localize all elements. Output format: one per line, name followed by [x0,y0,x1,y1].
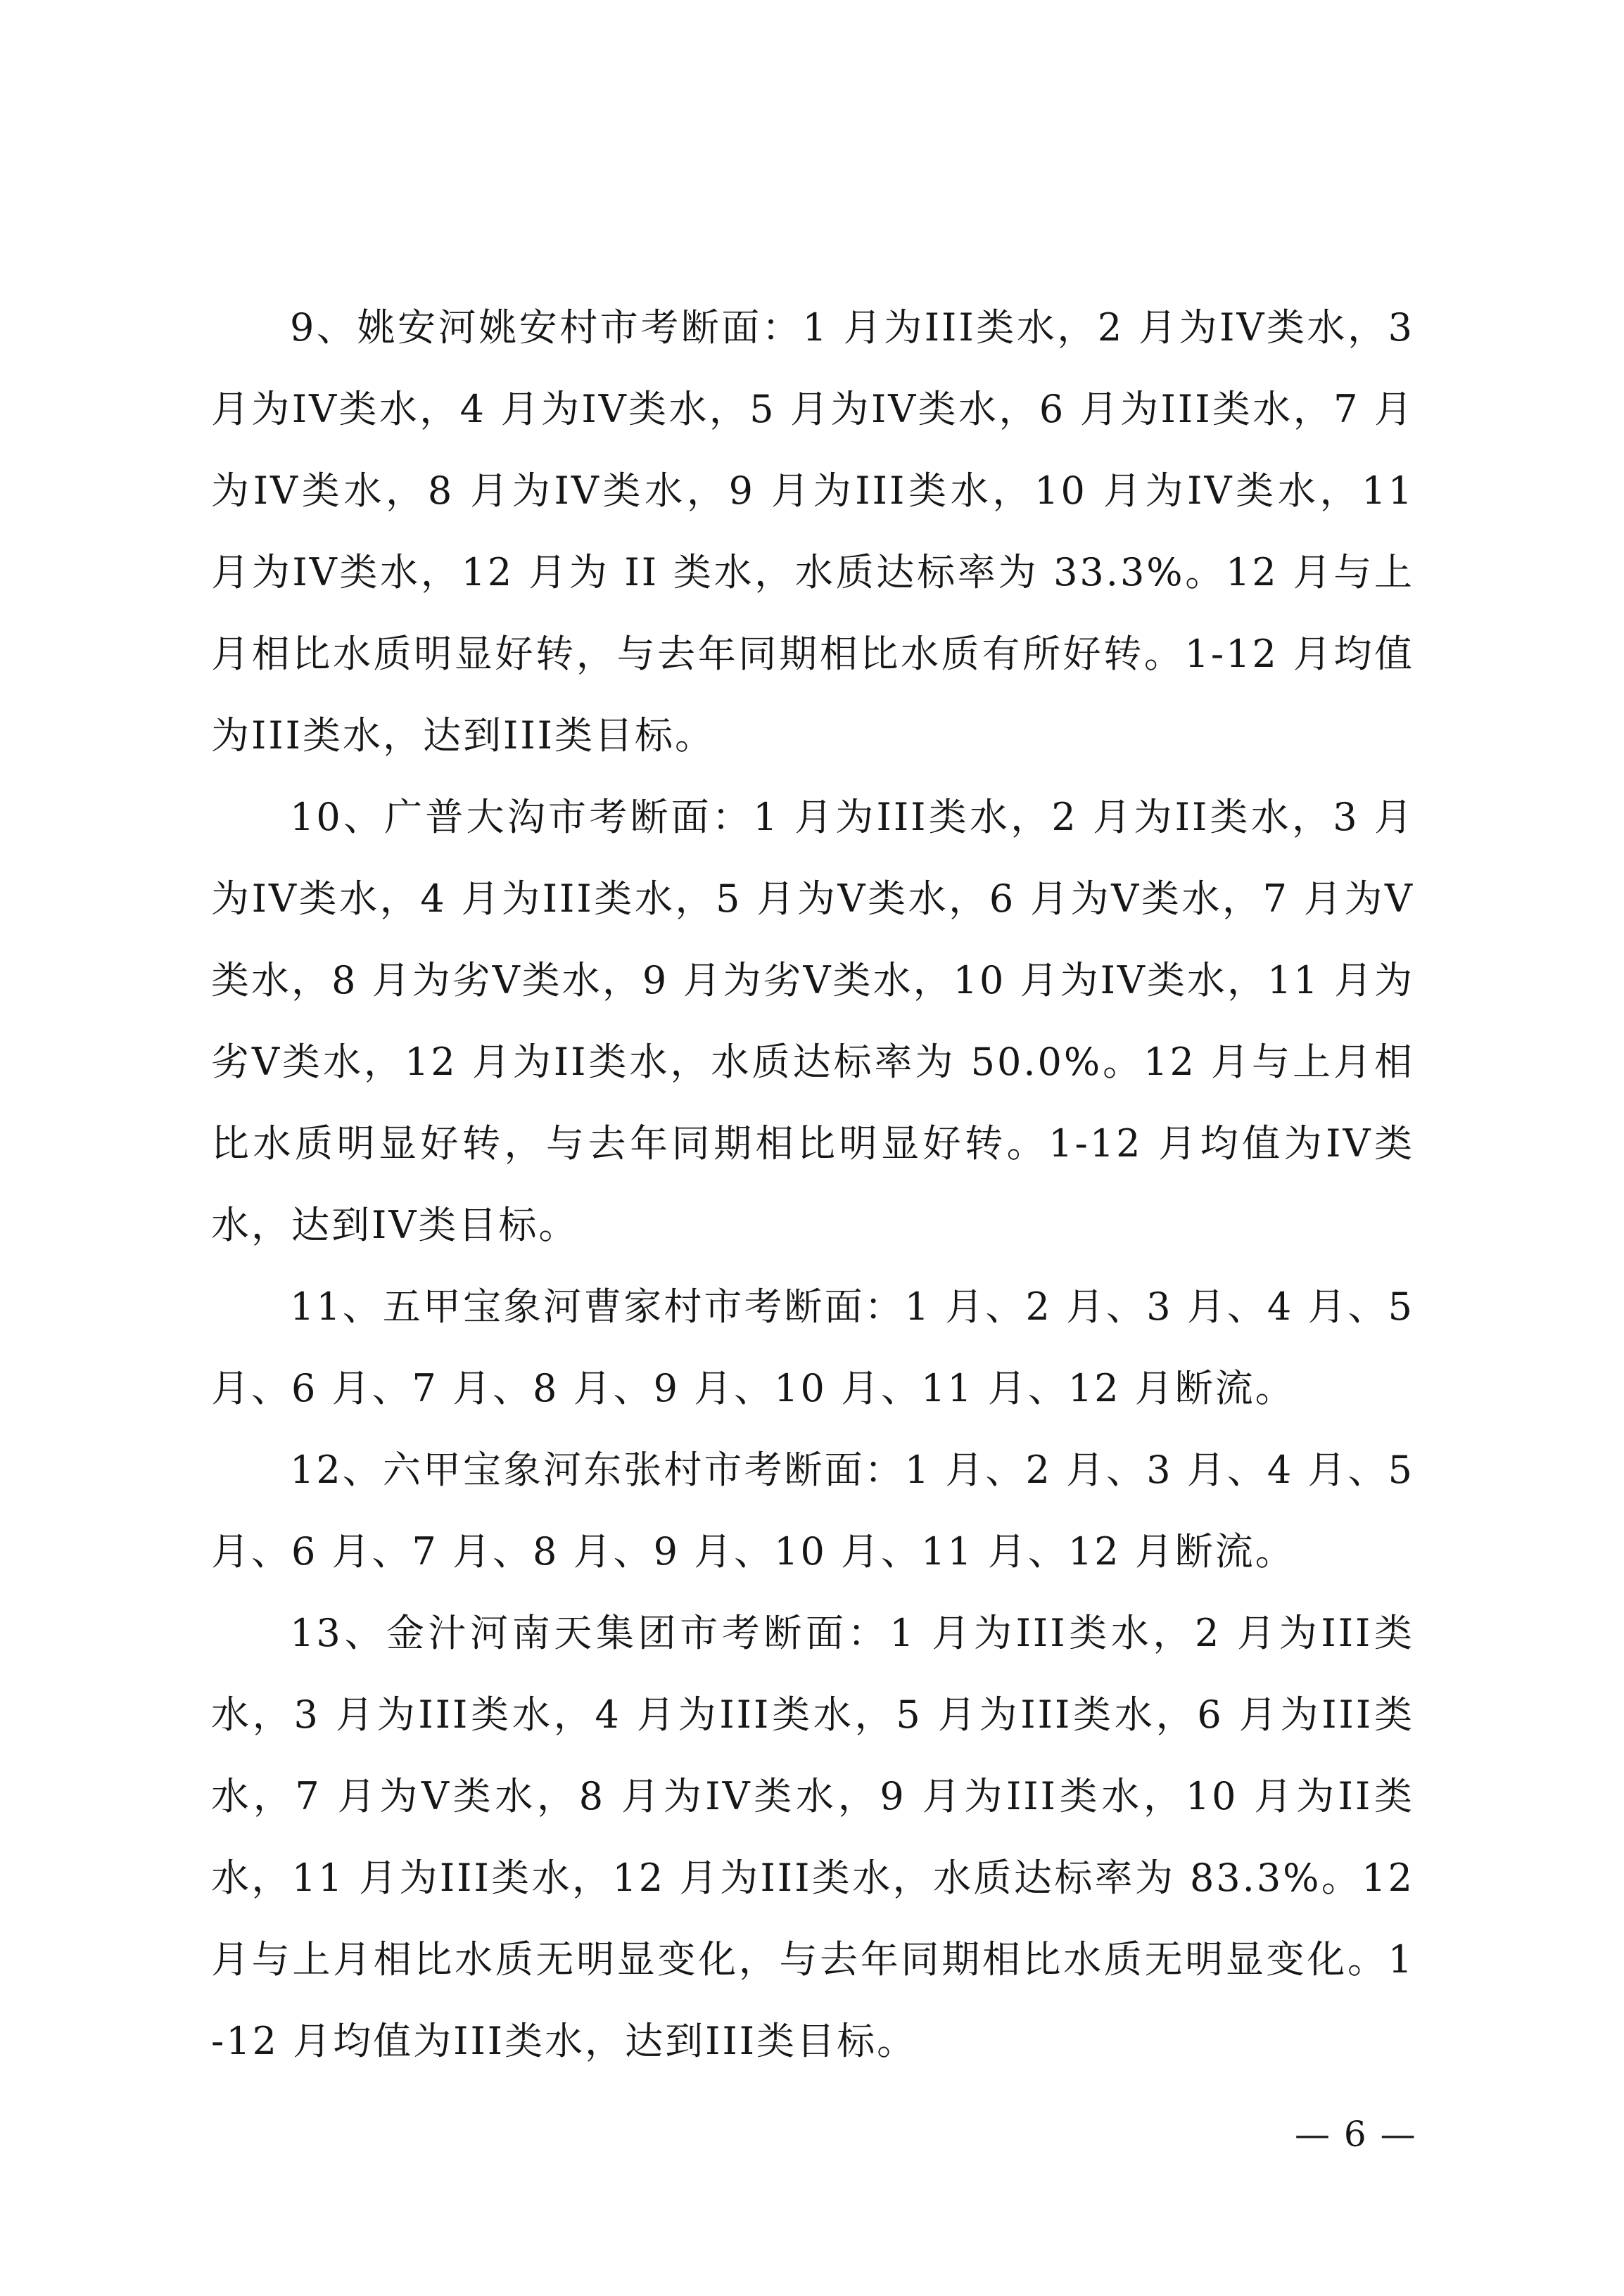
paragraph-wujia-baoxiang-river: 11、五甲宝象河曹家村市考断面：1 月、2 月、3 月、4 月、5 月、6 月、7 月、8 月、9 月、10 月、11 月、12 月断流。 [211,1284,1414,1410]
paragraph-liujia-baoxiang-river: 12、六甲宝象河东张村市考断面：1 月、2 月、3 月、4 月、5 月、6 月、7 月、8 月、9 月、10 月、11 月、12 月断流。 [211,1448,1414,1574]
page-number: — 6 — [1295,2114,1417,2155]
paragraph-yaoan-river: 9、姚安河姚安村市考断面：1 月为III类水，2 月为IV类水，3 月为IV类水，4 月为IV类水，5 月为IV类水，6 月为III类水，7 月为IV类水，8 月为IV类水，9 月为III类水，10 月为IV类水，11 月为IV类水，12 月为 II 类水，水质达标率为 33.3%。12 月与上月相比水质明显好转，与去年同期相比水质有所好转。1-12 月均值为III类水，达到III类目标。 [211,305,1414,758]
paragraph-guangpu-ditch: 10、广普大沟市考断面：1 月为III类水，2 月为II类水，3 月为IV类水，4 月为III类水，5 月为V类水，6 月为V类水，7 月为V类水，8 月为劣V类水，9 月为劣V类水，10 月为IV类水，11 月为劣V类水，12 月为II类水，水质达标率为 50.0%。12 月与上月相比水质明显好转，与去年同期相比明显好转。1-12 月均值为IV类水，达到IV类目标。 [211,795,1414,1247]
paragraph-jinzhi-river: 13、金汁河南天集团市考断面：1 月为III类水，2 月为III类水，3 月为III类水，4 月为III类水，5 月为III类水，6 月为III类水，7 月为V类水，8 月为IV类水，9 月为III类水，10 月为II类水，11 月为III类水，12 月为III类水，水质达标率为 83.3%。12 月与上月相比水质无明显变化，与去年同期相比水质无明显变化。1-12 月均值为III类水，达到III类目标。 [211,1611,1414,2063]
document-body [211,287,1414,2082]
